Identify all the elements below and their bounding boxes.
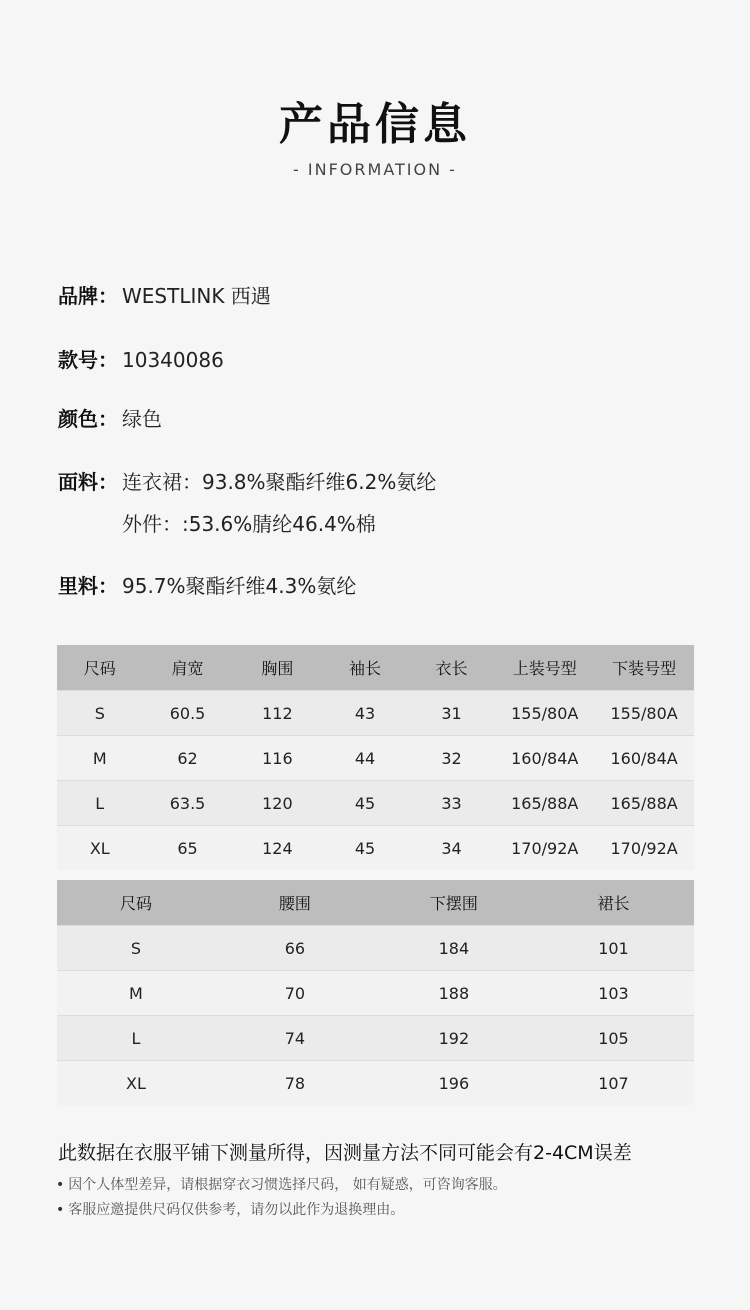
info-lining: [58, 570, 356, 599]
info-style-number: [58, 344, 224, 373]
table-header-cell: 下装号型: [594, 645, 694, 691]
info-brand: [58, 280, 271, 309]
info-fabric-value: 连衣裙：93.8%聚酯纤维6.2%氨纶: [122, 470, 437, 494]
note-item: [56, 1199, 404, 1219]
table-cell: 160/84A: [495, 736, 594, 781]
table-cell: 70: [215, 971, 375, 1016]
info-lining-label: 里料：: [58, 574, 118, 598]
info-color-value: 绿色: [122, 407, 162, 431]
table-cell: S: [57, 926, 215, 971]
table-cell: 196: [375, 1061, 533, 1106]
table-cell: 33: [408, 781, 495, 826]
table-header-cell: 裙长: [533, 880, 694, 926]
table-cell: 170/92A: [594, 826, 694, 871]
info-color: [58, 403, 162, 432]
table-cell: 66: [215, 926, 375, 971]
table-cell: M: [57, 971, 215, 1016]
table-cell: XL: [57, 1061, 215, 1106]
note-item: [56, 1174, 507, 1194]
table-cell: 31: [408, 691, 495, 736]
table-row: [57, 1016, 694, 1061]
page-subtitle: - INFORMATION -: [293, 160, 457, 179]
table-row: [57, 736, 694, 781]
info-style-number-value: 10340086: [122, 348, 224, 372]
table-header-row: [57, 880, 694, 926]
note-item-text: 客服应邀提供尺码仅供参考，请勿以此作为退换理由。: [68, 1202, 405, 1218]
table-cell: S: [57, 691, 143, 736]
table-row: [57, 691, 694, 736]
info-lining-value: 95.7%聚酯纤维4.3%氨纶: [122, 574, 357, 598]
measurement-note: 此数据在衣服平铺下测量所得，因测量方法不同可能会有2-4CM误差: [58, 1142, 632, 1164]
table-row: [57, 926, 694, 971]
table-cell: 192: [375, 1016, 533, 1061]
top-size-table: [57, 645, 694, 870]
table-header-cell: 下摆围: [375, 880, 533, 926]
table-row: [57, 971, 694, 1016]
bullet-icon: •: [56, 1177, 65, 1193]
table-cell: 44: [322, 736, 408, 781]
table-header-row: [57, 645, 694, 691]
table-cell: 124: [233, 826, 323, 871]
table-cell: 101: [533, 926, 694, 971]
table-row: [57, 781, 694, 826]
table-cell: 62: [143, 736, 233, 781]
table-cell: 105: [533, 1016, 694, 1061]
table-cell: 188: [375, 971, 533, 1016]
table-cell: 74: [215, 1016, 375, 1061]
info-brand-label: 品牌：: [58, 284, 118, 308]
info-fabric-outer-value: 外件：:53.6%腈纶46.4%棉: [122, 512, 376, 536]
info-style-number-label: 款号：: [58, 348, 118, 372]
table-cell: 63.5: [143, 781, 233, 826]
table-header-cell: 肩宽: [143, 645, 233, 691]
table-cell: 184: [375, 926, 533, 971]
table-cell: 60.5: [143, 691, 233, 736]
table-cell: 65: [143, 826, 233, 871]
note-item-text: 因个人体型差异，请根据穿衣习惯选择尺码， 如有疑惑，可咨询客服。: [68, 1177, 507, 1193]
table-cell: 160/84A: [594, 736, 694, 781]
table-cell: 120: [233, 781, 323, 826]
table-header-cell: 上装号型: [495, 645, 594, 691]
table-cell: L: [57, 1016, 215, 1061]
table-cell: 78: [215, 1061, 375, 1106]
skirt-size-table: [57, 880, 694, 1105]
info-brand-value: WESTLINK 西遇: [122, 284, 271, 308]
table-header-cell: 尺码: [57, 880, 215, 926]
table-cell: 112: [233, 691, 323, 736]
table-cell: 45: [322, 781, 408, 826]
table-cell: 45: [322, 826, 408, 871]
info-fabric: [58, 466, 436, 495]
table-cell: M: [57, 736, 143, 781]
table-cell: 116: [233, 736, 323, 781]
table-cell: 165/88A: [495, 781, 594, 826]
table-cell: 155/80A: [594, 691, 694, 736]
info-fabric-outer: [122, 508, 376, 537]
table-cell: 43: [322, 691, 408, 736]
table-header-cell: 腰围: [215, 880, 375, 926]
table-row: [57, 826, 694, 871]
table-cell: 107: [533, 1061, 694, 1106]
table-header-cell: 袖长: [322, 645, 408, 691]
table-row: [57, 1061, 694, 1106]
table-cell: 32: [408, 736, 495, 781]
info-color-label: 颜色：: [58, 407, 118, 431]
table-cell: 165/88A: [594, 781, 694, 826]
table-cell: 34: [408, 826, 495, 871]
table-cell: L: [57, 781, 143, 826]
table-cell: 155/80A: [495, 691, 594, 736]
table-header-cell: 尺码: [57, 645, 143, 691]
table-header-cell: 衣长: [408, 645, 495, 691]
page-title: 产品信息: [279, 99, 471, 150]
bullet-icon: •: [56, 1202, 65, 1218]
table-cell: 170/92A: [495, 826, 594, 871]
info-fabric-label: 面料：: [58, 470, 118, 494]
table-cell: 103: [533, 971, 694, 1016]
table-header-cell: 胸围: [233, 645, 323, 691]
table-cell: XL: [57, 826, 143, 871]
